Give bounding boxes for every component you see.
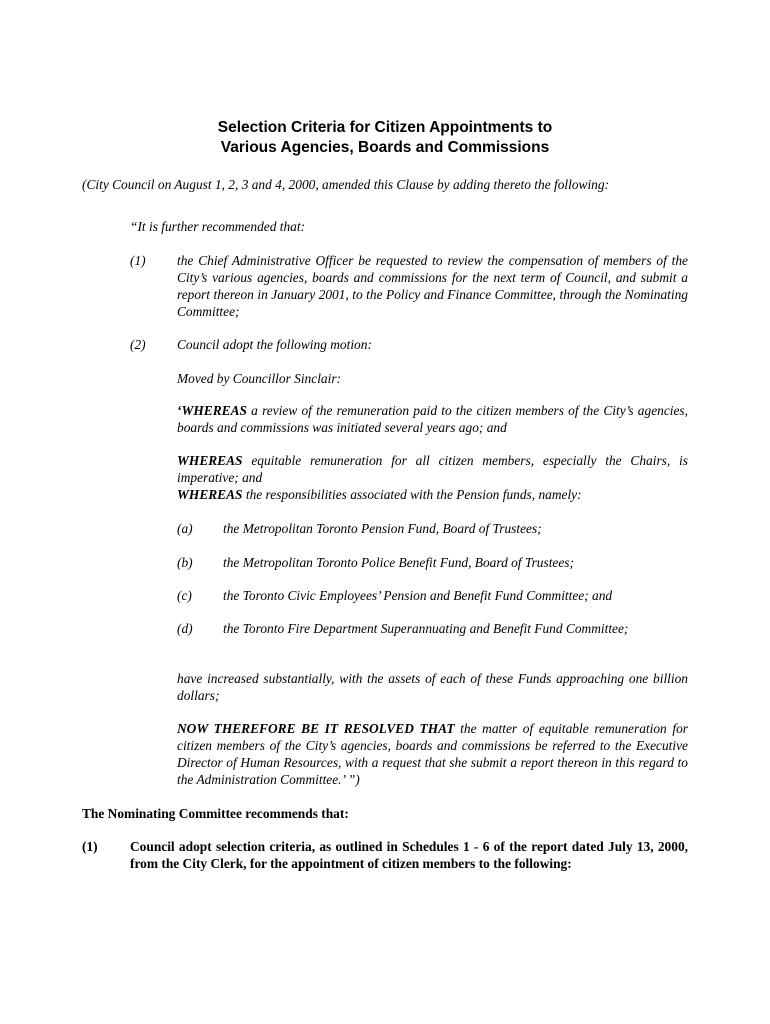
fund-letter: (d) bbox=[177, 621, 193, 636]
amendment-intro: (City Council on August 1, 2, 3 and 4, 2000, amended this Clause by adding thereto the following: bbox=[82, 177, 610, 192]
fund-text: the Metropolitan Toronto Police Benefit Fund, Board of Trustees; bbox=[223, 555, 574, 570]
whereas-text: a review of the remuneration paid to the citizen members of the City’s agencies, boards and commissions was initiated several years ago; and bbox=[177, 403, 688, 435]
resolved-keyword: NOW THEREFORE BE IT RESOLVED THAT bbox=[177, 721, 455, 736]
page-title bbox=[0, 118, 770, 158]
item-number: (1) bbox=[130, 253, 146, 268]
whereas-keyword: WHEREAS bbox=[177, 487, 243, 502]
fund-letter: (a) bbox=[177, 521, 193, 536]
fund-text: the Toronto Fire Department Superannuating and Benefit Fund Committee; bbox=[223, 621, 629, 636]
whereas-keyword: ‘WHEREAS bbox=[177, 403, 247, 418]
whereas-text: the responsibilities associated with the Pension funds, namely: bbox=[242, 487, 582, 502]
fund-text: the Toronto Civic Employees’ Pension and Benefit Fund Committee; and bbox=[223, 588, 613, 603]
moved-by: Moved by Councillor Sinclair: bbox=[177, 371, 342, 386]
item-number: (2) bbox=[130, 337, 146, 352]
committee-heading: The Nominating Committee recommends that: bbox=[82, 806, 349, 821]
recommendation-text: Council adopt selection criteria, as outlined in Schedules 1 - 6 of the report dated July 13, 2000, from the City Clerk, for the appointment of citizen members to the following: bbox=[130, 839, 688, 871]
whereas-clause-1 bbox=[177, 402, 688, 436]
further-recommended: “It is further recommended that: bbox=[130, 219, 306, 234]
item-text: the Chief Administrative Officer be requested to review the compensation of members of the City’s various agencies, boards and commissions for the next term of Council, and submit a report thereon in January 2001, to the Policy and Finance Committee, through the Nominating Committee; bbox=[177, 253, 688, 319]
item-text: Council adopt the following motion: bbox=[177, 337, 372, 352]
title-line-1: Selection Criteria for Citizen Appointments to bbox=[217, 119, 553, 136]
fund-letter: (c) bbox=[177, 588, 192, 603]
recommendation-number: (1) bbox=[82, 839, 98, 854]
whereas-keyword: WHEREAS bbox=[177, 453, 243, 468]
resolved-paragraph bbox=[177, 720, 688, 788]
whereas-clause-3 bbox=[177, 486, 688, 503]
fund-text: the Metropolitan Toronto Pension Fund, Board of Trustees; bbox=[223, 521, 542, 536]
resolved-text: the matter of equitable remuneration for citizen members of the City’s agencies, boards and commissions be referred to the Executive Director of Human Resources, with a request that she submit a report thereon in this regard to the Administration Committee.’ ”) bbox=[177, 721, 688, 787]
increased-paragraph: have increased substantially, with the assets of each of these Funds approaching one billion dollars; bbox=[177, 671, 688, 703]
fund-letter: (b) bbox=[177, 555, 193, 570]
whereas-text: equitable remuneration for all citizen members, especially the Chairs, is imperative; and bbox=[177, 453, 688, 485]
whereas-clause-2 bbox=[177, 452, 688, 486]
title-line-2: Various Agencies, Boards and Commissions bbox=[220, 139, 550, 156]
